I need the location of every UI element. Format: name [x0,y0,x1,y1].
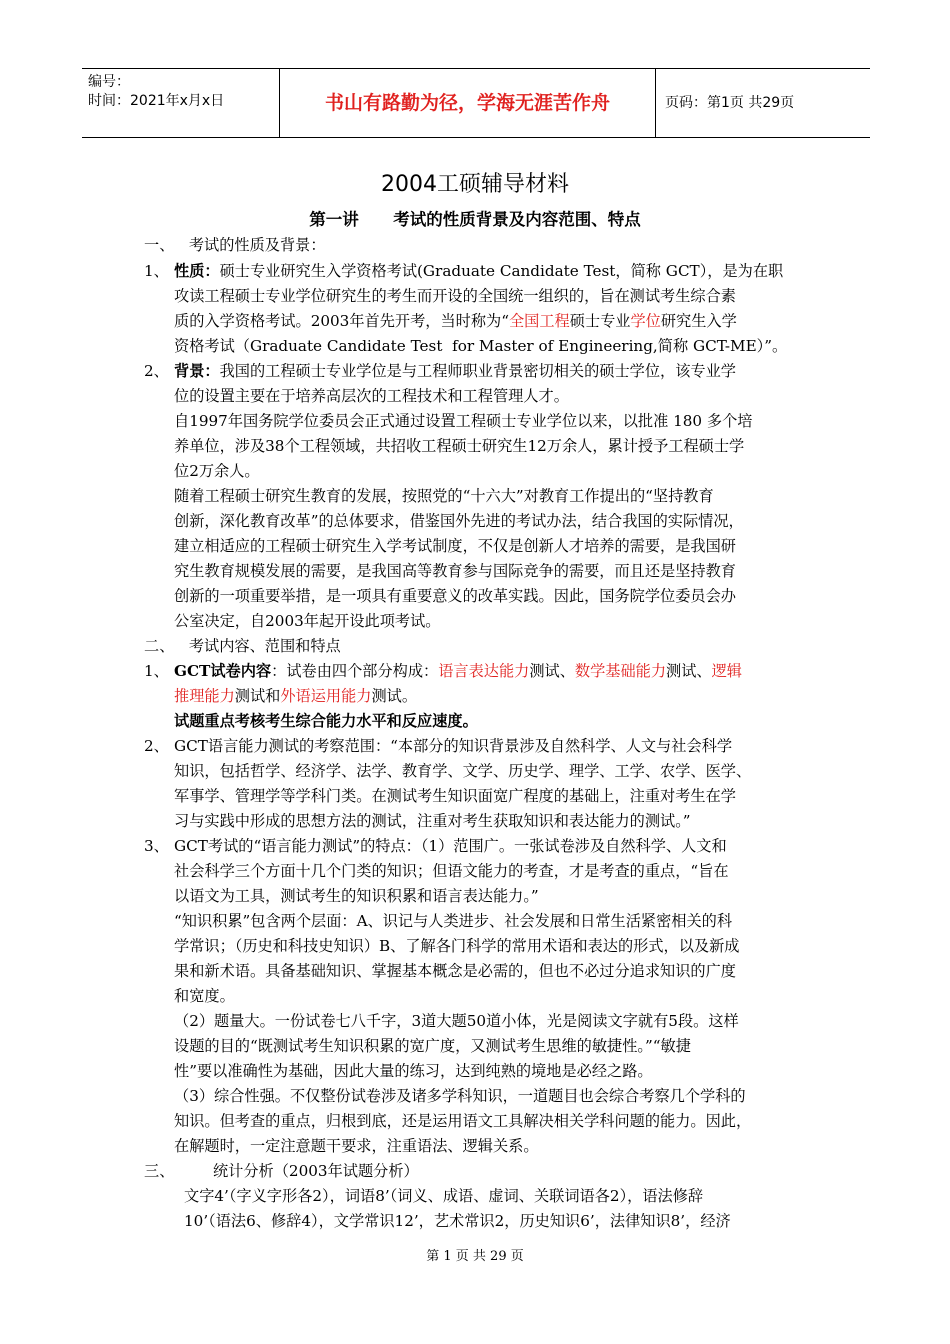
item3-highlight-logic-a: 逻辑 [711,662,742,680]
item3-text-3: 测试和 [234,687,281,705]
item3-highlight-foreign: 外语运用能力 [280,687,372,705]
item1-label: 性质： [174,262,220,280]
section2-heading: 二、 考试内容、范围和特点 [144,637,341,655]
item3-intro: ：试卷由四个部分构成： [271,662,439,680]
item5-line2: 社会科学三个方面十几个门类的知识；但语文能力的考查，才是考查的重点，“旨在 [174,862,729,880]
item5-line8: （2）题量大。一份试卷七八千字，3道大题50道小体，光是阅读文字就有5段。这样 [174,1012,739,1030]
item2-line1 [174,359,736,383]
item5-line13: 在解题时，一定注意题干要求，注重语法、逻辑关系。 [174,1137,539,1155]
item1-highlight-1: 全国工程 [508,312,570,330]
item2-number: 2、 [144,362,169,380]
header-info-cell [82,69,280,137]
item2-p3-line3: 建立相适应的工程硕士研究生入学考试制度，不仅是创新人才培养的需要，是我国研 [174,537,736,555]
item2-p2-line2: 养单位，涉及38个工程领域，共招收工程硕士研究生12万余人，累计授予工程硕士学 [174,437,745,455]
time-label: 时间：2021年x月x日 [88,93,225,109]
item1-line2: 攻读工程硕士专业学位研究生的考生而开设的全国统一组织的，旨在测试考生综合素 [174,287,736,305]
page-footer: 第 1 页 共 29 页 [426,1249,524,1264]
item2-p3-line5: 创新的一项重要举措，是一项具有重要意义的改革实践。因此，国务院学位委员会办 [174,587,736,605]
item5-line5: 学常识；（历史和科技史知识）B、了解各门科学的常用术语和表达的形式，以及新成 [174,937,740,955]
item3-text-2: 测试、 [666,662,712,680]
item2-p2-line1: 自1997年国务院学位委员会正式通过设置工程硕士专业学位以来，以批准 180 多个培 [174,412,753,430]
page-label: 页码：第1页 共29页 [665,95,795,111]
item1-line3-c: 研究生入学 [660,312,737,330]
item2-p3-line4: 究生教育规模发展的需要，是我国高等教育参与国际竞争的需要，而且还是坚持教育 [174,562,736,580]
item5-line11: （3）综合性强。不仅整份试卷涉及诸多学科知识，一道题目也会综合考察几个学科的 [174,1087,746,1105]
item3-highlight-math: 数学基础能力 [574,662,666,680]
item3-text-1: 测试、 [529,662,575,680]
item2-line1-text: 我国的工程硕士专业学位是与工程师职业背景密切相关的硕士学位，该专业学 [219,362,736,380]
item4-line3: 军事学、管理学等学科门类。在测试考生知识面宽广程度的基础上，注重对考生在学 [174,787,736,805]
item4-line1: GCT语言能力测试的考察范围：“本部分的知识背景涉及自然科学、人文与社会科学 [174,737,733,755]
item3-line2 [174,684,417,708]
item1-line3-b: 硕士专业 [569,312,631,330]
item3-label: GCT试卷内容 [174,662,272,680]
section1-heading: 一、 考试的性质及背景： [144,236,326,254]
section3-heading: 三、 统计分析（2003年试题分析） [144,1162,419,1180]
item3-highlight-language: 语言表达能力 [438,662,530,680]
item4-number: 2、 [144,737,169,755]
item2-label: 背景： [174,362,220,380]
section3-line1: 文字4’（字义字形各2），词语8’（词义、成语、虚词、关联词语各2），语法修辞 [184,1187,704,1205]
item5-line10: 性”要以准确性为基础，因此大量的练习，达到纯熟的境地是必经之路。 [174,1062,653,1080]
item1-line1-text: 硕士专业研究生入学资格考试(Graduate Candidate Test，简称 GCT），是为在职 [219,262,784,280]
item3-highlight-logic-b: 推理能力 [174,687,235,705]
item5-line3: 以语文为工具，测试考生的知识积累和语言表达能力。” [174,887,539,905]
item5-line6: 果和新术语。具备基础知识、掌握基本概念是必需的，但也不必过分追求知识的广度 [174,962,736,980]
code-label: 编号： [88,74,130,90]
item3-line1 [174,659,742,683]
item4-line2: 知识，包括哲学、经济学、法学、教育学、文学、历史学、理学、工学、农学、医学、 [174,762,752,780]
item3-text-4: 测试。 [371,687,417,705]
item1-highlight-2: 学位 [630,312,661,330]
header-table [82,68,870,138]
item5-line9: 设题的目的“既测试考生知识积累的宽广度，又测试考生思维的敏捷性。”“敏捷 [174,1037,691,1055]
item5-line12: 知识。但考查的重点，归根到底，还是运用语文工具解决相关学科问题的能力。因此， [174,1112,752,1130]
document-title: 2004工硕辅导材料 [381,172,569,197]
item2-line2: 位的设置主要在于培养高层次的工程技术和工程管理人才。 [174,387,569,405]
item5-line4: “知识积累”包含两个层面：A、识记与人类进步、社会发展和日常生活紧密相关的科 [174,912,733,930]
item5-number: 3、 [144,837,169,855]
item1-line4: 资格考试（Graduate Candidate Test for Master of Engineering,简称 GCT-ME）”。 [174,337,788,355]
item2-p3-line6: 公室决定，自2003年起开设此项考试。 [174,612,441,630]
item2-p3-line2: 创新，深化教育改革”的总体要求，借鉴国外先进的考试办法，结合我国的实际情况， [174,512,744,530]
item1-line3-a: 质的入学资格考试。2003年首先开考，当时称为“ [174,312,509,330]
lecture-subtitle: 第一讲 考试的性质背景及内容范围、特点 [309,210,641,229]
item4-line4: 习与实践中形成的思想方法的测试，注重对考生获取知识和表达能力的测试。” [174,812,691,830]
item2-p2-line3: 位2万余人。 [174,462,260,480]
item1-line3 [174,309,737,333]
item3-number: 1、 [144,662,169,680]
motto: 书山有路勤为径，学海无涯苦作舟 [280,69,656,137]
item5-line1: GCT考试的“语言能力测试”的特点：（1）范围广。一张试卷涉及自然科学、人文和 [174,837,727,855]
item2-p3-line1: 随着工程硕士研究生教育的发展，按照党的“十六大”对教育工作提出的“坚持教育 [174,487,714,505]
item1-line1 [174,259,783,283]
item1-number: 1、 [144,262,169,280]
section3-line2: 10’（语法6、修辞4），文学常识12’，艺术常识2，历史知识6’，法律知识8’，经济 [184,1212,731,1230]
item3-emphasis: 试题重点考核考生综合能力水平和反应速度。 [174,712,478,730]
item5-line7: 和宽度。 [174,987,235,1005]
